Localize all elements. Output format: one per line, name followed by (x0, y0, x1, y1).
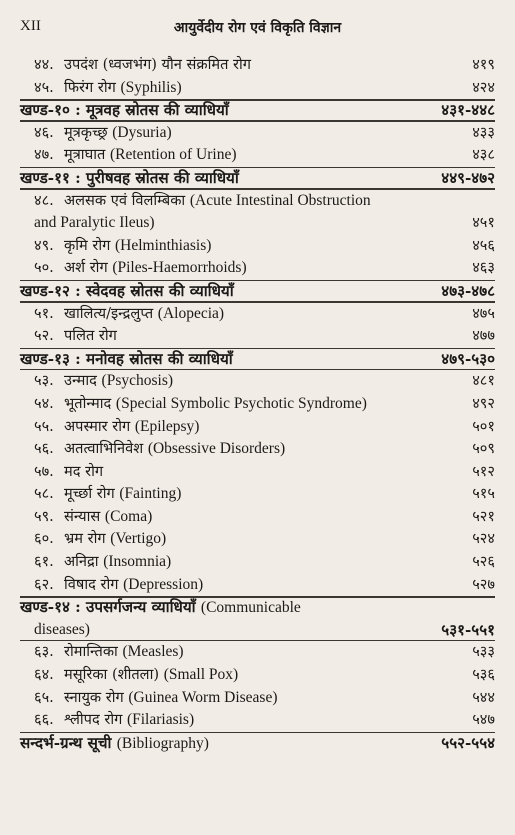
entry-title: उन्माद (64, 372, 102, 390)
section-heading (20, 596, 495, 619)
entry-number: ४६. (34, 123, 54, 141)
section-heading (20, 280, 495, 303)
toc-entry (20, 325, 495, 348)
entry-number: ६२. (34, 575, 54, 593)
toc-entry (20, 461, 495, 484)
entry-title: खण्ड-१४ : उपसर्गजन्य व्याधियाँ (20, 598, 201, 617)
entry-english-title: (Depression) (123, 575, 204, 593)
entry-number: ५६. (34, 440, 54, 458)
entry-title: मूर्च्छा रोग (64, 485, 120, 503)
entry-title: अनिद्रा (64, 553, 104, 571)
entry-number: ५५. (34, 417, 54, 435)
page-reference: ४८१ (472, 372, 495, 390)
entry-title: स्नायुक रोग (64, 688, 129, 706)
entry-title: भूतोन्माद (64, 394, 116, 412)
entry-number: ५१. (34, 304, 54, 322)
toc-entry (20, 528, 495, 551)
page-reference: ५०९ (472, 440, 495, 458)
page-reference: ४७७ (472, 327, 495, 345)
page-reference: ५५२-५५४ (441, 733, 495, 752)
entry-english-title: (Acute Intestinal Obstruction (189, 191, 371, 209)
toc-entry (20, 144, 495, 167)
toc-entry (20, 122, 495, 145)
entry-number: ४७. (34, 146, 54, 164)
entry-number: ६३. (34, 643, 54, 661)
entry-number: ५३. (34, 372, 54, 390)
toc-entry (20, 190, 495, 213)
entry-number: ६०. (34, 530, 54, 548)
page-reference: ५१५ (472, 485, 495, 503)
page-reference: ४९२ (472, 394, 495, 412)
entry-english-title: (Psychosis) (101, 372, 174, 390)
entry-english-title: (Epilepsy) (134, 417, 200, 435)
entry-title: अर्श रोग (64, 259, 113, 277)
entry-english-title: (Obsessive Disorders) (147, 440, 286, 458)
entry-title: विषाद रोग (64, 575, 124, 593)
toc-entry (20, 664, 495, 687)
toc-entry (20, 506, 495, 529)
page-reference: ५२१ (472, 507, 495, 525)
toc-entry (20, 393, 495, 416)
page-reference: ४५१ (472, 214, 495, 232)
entry-english-title: (Special Symbolic Psychotic Syndrome) (115, 394, 367, 412)
page-reference: ४३१-४४८ (441, 101, 495, 120)
toc-entry (20, 303, 495, 326)
toc-entry (20, 687, 495, 710)
entry-number: ५०. (34, 259, 54, 277)
entry-title: पलित रोग (64, 327, 117, 345)
divider (20, 348, 495, 350)
entry-english-title: (Alopecia) (157, 304, 225, 322)
entry-number: ६४. (34, 666, 54, 684)
page-reference: ५४७ (472, 711, 495, 729)
entry-number: ५८. (34, 485, 54, 503)
entry-title: उपदंश (ध्वजभंग) यौन संक्रमित रोग (64, 56, 252, 73)
section-heading (20, 167, 495, 190)
table-of-contents (20, 54, 495, 754)
running-title: आयुर्वेदीय रोग एवं विकृति विज्ञान (173, 20, 342, 36)
page-reference: ४३३ (472, 123, 495, 141)
entry-english-title: and Paralytic Ileus) (34, 214, 155, 232)
page-reference: ४४९-४७२ (441, 168, 495, 187)
page-reference: ५२६ (472, 553, 495, 571)
entry-english-title: (Insomnia) (103, 553, 172, 571)
toc-entry (20, 483, 495, 506)
page-reference: ४१९ (472, 56, 495, 73)
entry-english-title: (Communicable (200, 599, 301, 617)
entry-english-title: (Vertigo) (110, 530, 167, 548)
divider (20, 99, 495, 101)
divider (20, 732, 495, 734)
entry-title: फिरंग रोग (64, 78, 121, 96)
toc-entry (20, 77, 495, 100)
entry-english-title: (Helminthiasis) (114, 236, 212, 254)
entry-english-title: (Coma) (104, 507, 153, 525)
toc-entry (20, 438, 495, 461)
entry-number: ५४. (34, 394, 54, 412)
entry-number: ६५. (34, 688, 54, 706)
entry-english-title: (Piles-Haemorrhoids) (112, 259, 247, 277)
entry-title: मसूरिका (शीतला) (64, 666, 164, 684)
toc-entry (20, 370, 495, 393)
page-reference: ४७५ (472, 304, 495, 322)
entry-english-title: diseases) (34, 620, 90, 638)
entry-title: अलसक एवं विलम्बिका (64, 191, 190, 209)
entry-title: मूत्राघात (64, 146, 110, 164)
toc-entry (20, 416, 495, 439)
entry-title: मूत्रकृच्छ्र (64, 123, 113, 141)
entry-title: खण्ड-१२ : स्वेदवह स्रोतस की व्याधियाँ (20, 281, 234, 300)
page-reference: ५२७ (472, 575, 495, 593)
entry-english-title: (Filariasis) (126, 711, 195, 729)
entry-english-title: (Retention of Urine) (109, 146, 237, 164)
page-reference: ४३८ (472, 146, 495, 164)
section-heading (20, 348, 495, 371)
entry-title: कृमि रोग (64, 236, 115, 254)
toc-entry (20, 212, 495, 235)
entry-number: ४५. (34, 78, 54, 96)
entry-english-title: (Syphilis) (120, 78, 182, 96)
entry-english-title: (Guinea Worm Disease) (128, 688, 278, 706)
toc-entry (20, 619, 495, 642)
entry-english-title: (Dysuria) (112, 123, 172, 141)
entry-title: खण्ड-१३ : मनोवह स्रोतस की व्याधियाँ (20, 349, 233, 368)
bibliography-entry (20, 732, 495, 755)
section-heading (20, 99, 495, 122)
page-reference: ५३१-५५१ (441, 620, 495, 639)
entry-english-title: (Fainting) (119, 485, 182, 503)
entry-title: खालित्य/इन्द्रलुप्त (64, 304, 158, 322)
page-reference: ४७९-५३० (441, 349, 495, 368)
entry-title: संन्यास (64, 507, 105, 525)
entry-title: रोमान्तिका (64, 643, 123, 661)
entry-title: खण्ड-१० : मूत्रवह स्रोतस की व्याधियाँ (20, 101, 229, 120)
divider (20, 280, 495, 282)
entry-title: भ्रम रोग (64, 530, 111, 548)
entry-number: ४४. (34, 56, 54, 73)
page-reference: ५१२ (472, 462, 495, 480)
page-reference: ४६३ (472, 259, 495, 277)
page-reference: ४५६ (472, 236, 495, 254)
entry-title: मद रोग (64, 462, 104, 480)
toc-entry (20, 551, 495, 574)
entry-number: ५७. (34, 462, 54, 480)
page-reference: ५३३ (472, 643, 495, 661)
divider (20, 167, 495, 169)
entry-title: अपस्मार रोग (64, 417, 135, 435)
toc-entry (20, 709, 495, 732)
page-reference: ५२४ (472, 530, 495, 548)
entry-number: ४९. (34, 236, 54, 254)
page-reference: ५०१ (472, 417, 495, 435)
entry-number: ४८. (34, 191, 54, 209)
entry-english-title: (Measles) (122, 643, 184, 661)
entry-title: खण्ड-११ : पुरीषवह स्रोतस की व्याधियाँ (20, 168, 239, 187)
toc-entry (20, 235, 495, 258)
entry-title: अतत्वाभिनिवेश (64, 440, 148, 458)
entry-number: ६६. (34, 711, 54, 729)
entry-number: ५२. (34, 327, 54, 345)
toc-entry (20, 54, 495, 77)
page-header (20, 16, 495, 38)
entry-english-title: (Small Pox) (163, 666, 239, 684)
page-reference: ४७३-४७८ (441, 281, 495, 300)
toc-entry (20, 641, 495, 664)
entry-title: सन्दर्भ-ग्रन्थ सूची (20, 733, 117, 752)
entry-english-title: (Bibliography) (116, 734, 209, 752)
page-number: XII (20, 18, 41, 34)
page-reference: ४२४ (472, 78, 495, 96)
entry-title: श्लीपद रोग (64, 711, 127, 729)
toc-entry (20, 574, 495, 597)
entry-number: ५९. (34, 507, 54, 525)
divider (20, 596, 495, 598)
toc-entry (20, 257, 495, 280)
page-reference: ५३६ (472, 666, 495, 684)
page-reference: ५४४ (472, 688, 495, 706)
entry-number: ६१. (34, 553, 54, 571)
